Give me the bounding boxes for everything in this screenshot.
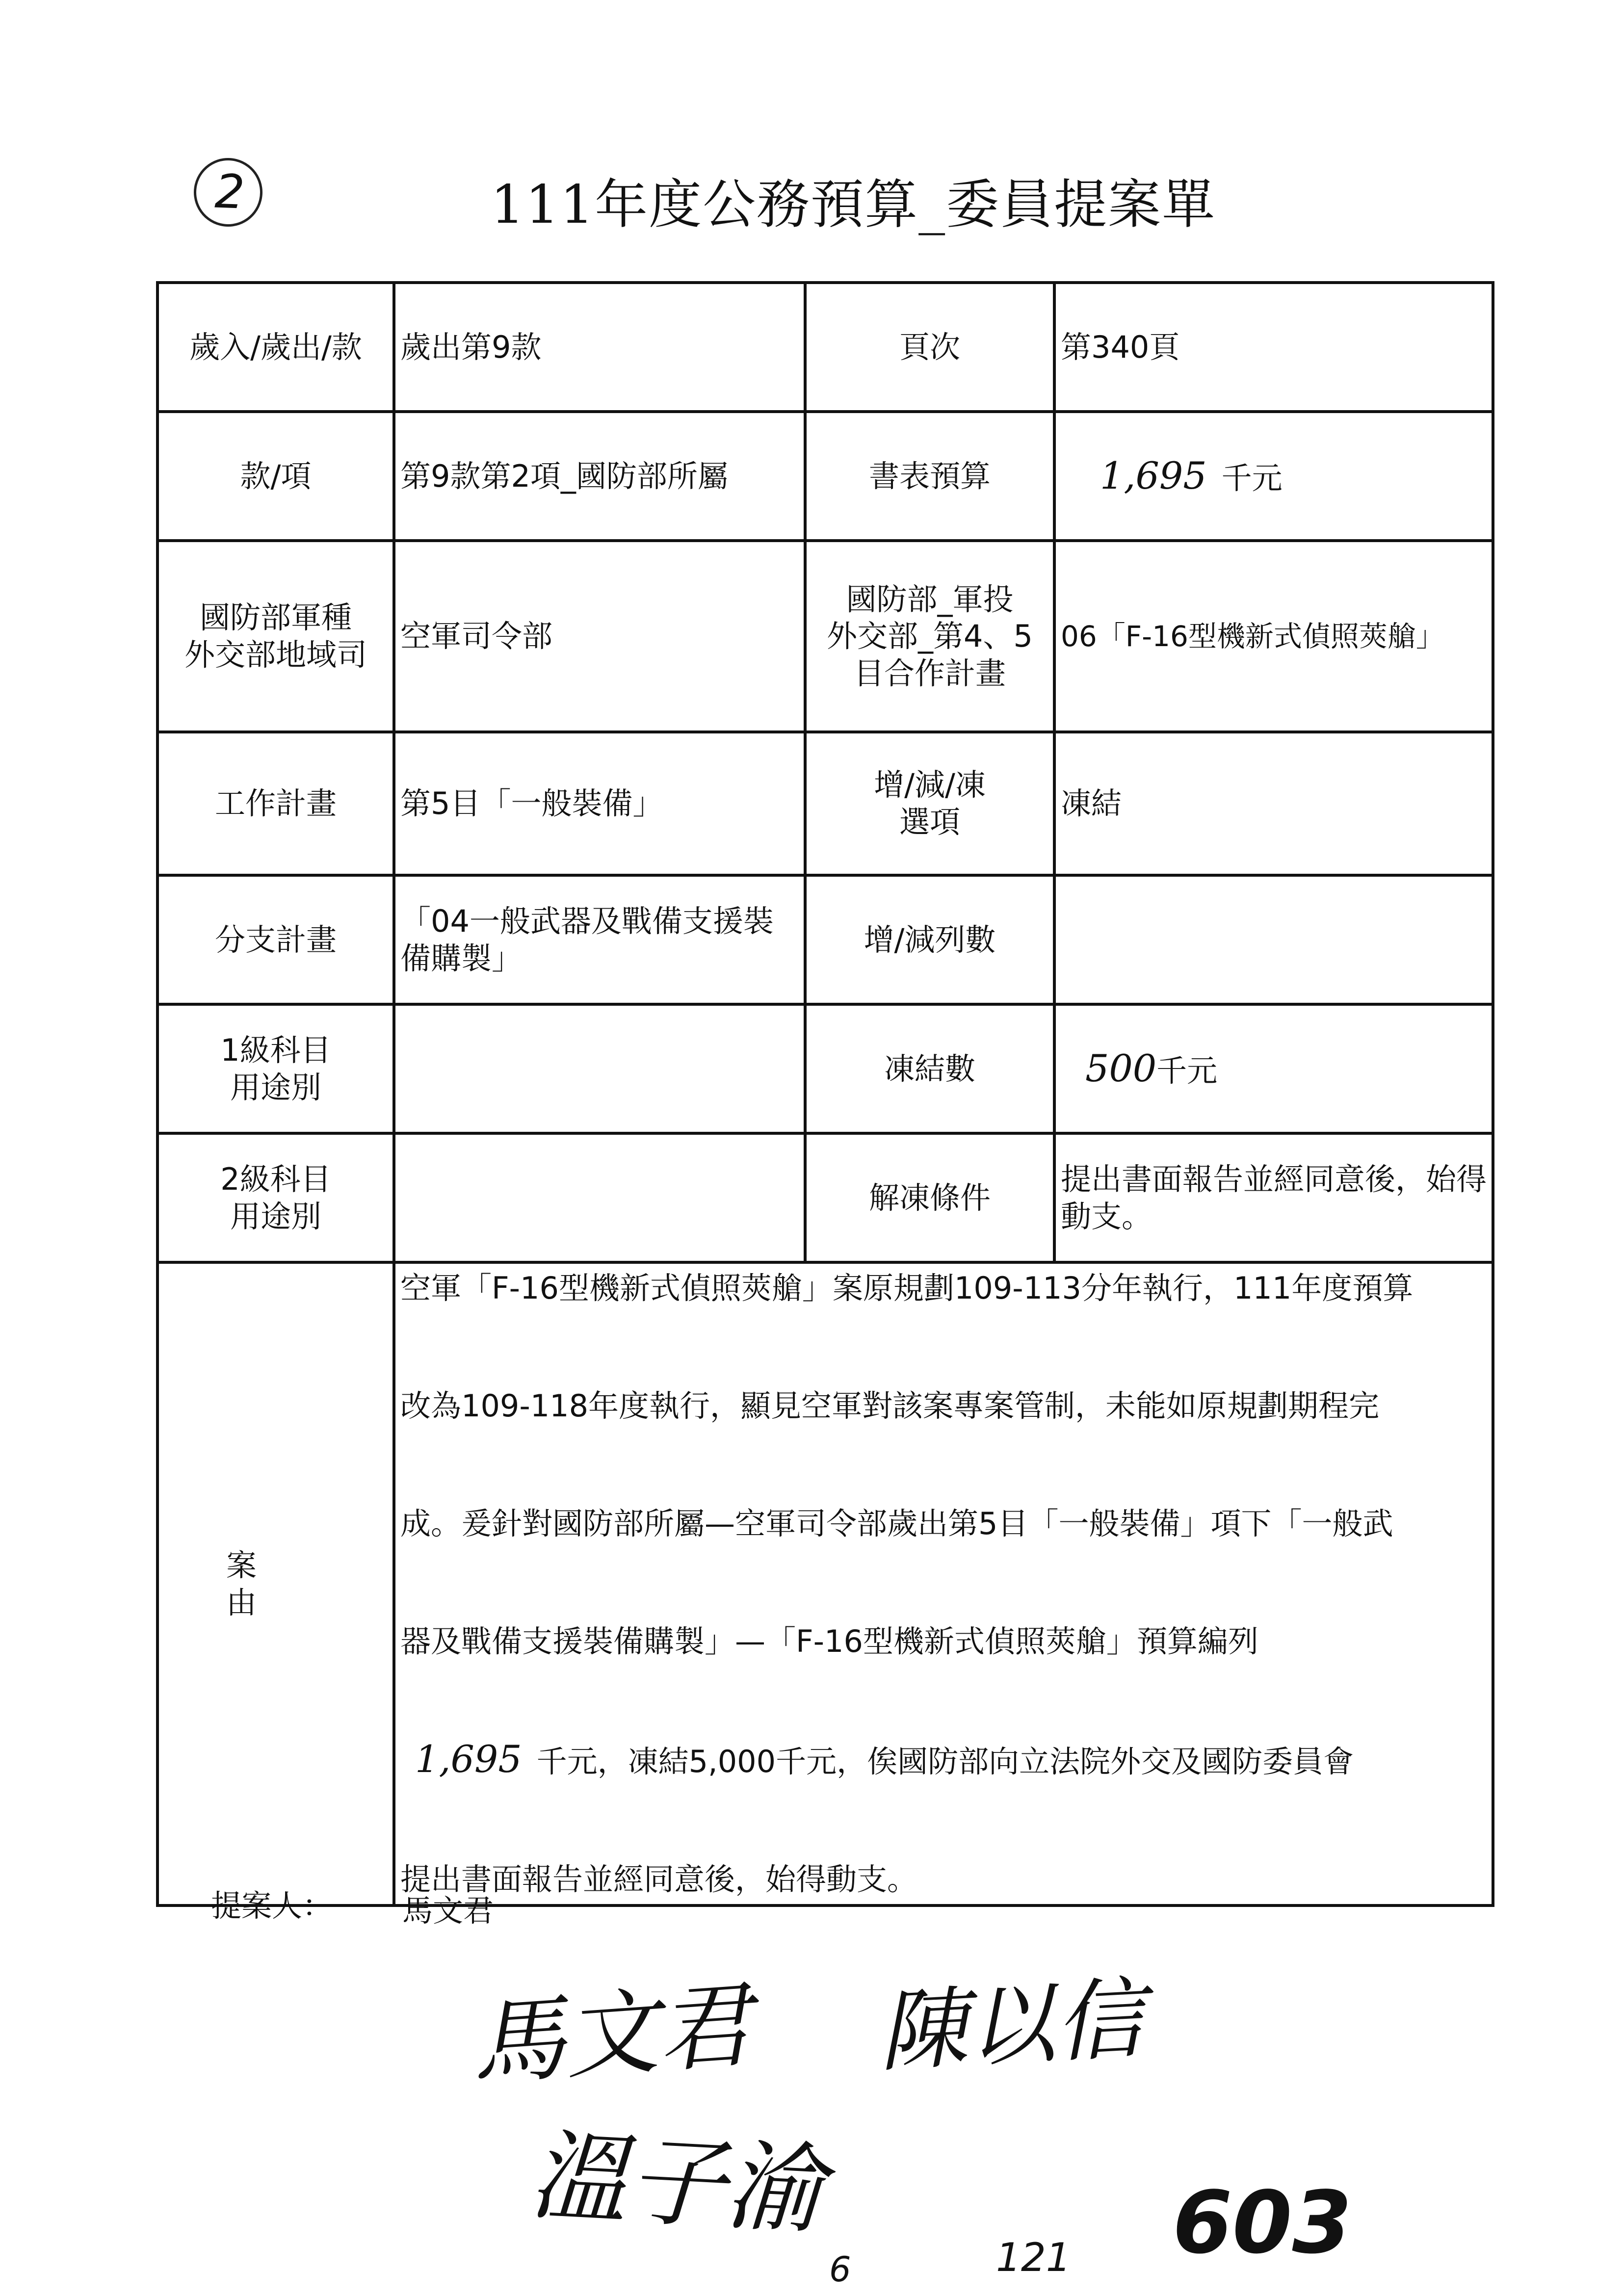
reason-line: 成。爰針對國防部所屬—空軍司令部歲出第5目「一般裝備」項下「一般武 xyxy=(400,1506,1393,1541)
label-cell: 解凍條件 xyxy=(805,1133,1054,1262)
unit-label: 千元 xyxy=(1221,460,1283,496)
value-cell xyxy=(394,1004,805,1133)
reason-line: 器及戰備支援裝備購製」—「F-16型機新式偵照莢艙」預算編列 xyxy=(400,1623,1258,1659)
signature: 溫子渝 xyxy=(526,2118,827,2248)
handwritten-amount: 1,695 xyxy=(415,1737,522,1781)
label-cell: 歲入/歲出/款 xyxy=(157,283,394,412)
label-cell: 國防部_軍投 外交部_第4、5 目合作計畫 xyxy=(805,541,1054,732)
table-row xyxy=(157,541,1493,732)
label-cell: 凍結數 xyxy=(805,1004,1054,1133)
label-cell: 1級科目 用途別 xyxy=(157,1004,394,1133)
value-cell: 第9款第2項_國防部所屬 xyxy=(394,412,805,541)
reason-label: 案 由 xyxy=(157,1262,394,1905)
footer-number: 6 xyxy=(829,2249,851,2290)
label-cell: 工作計畫 xyxy=(157,732,394,875)
label-cell: 國防部軍種 外交部地域司 xyxy=(157,541,394,732)
reason-line: 空軍「F-16型機新式偵照莢艙」案原規劃109-113分年執行，111年度預算 xyxy=(400,1270,1414,1306)
page-number: 603 xyxy=(1173,2173,1352,2273)
label-cell: 分支計畫 xyxy=(157,875,394,1004)
value-cell: 第340頁 xyxy=(1054,283,1493,412)
circled-number-mark: 2 xyxy=(189,154,267,231)
reason-line: 改為109-118年度執行，顯見空軍對該案專案管制，未能如原規劃期程完 xyxy=(400,1388,1380,1424)
handwritten-amount: 500 xyxy=(1085,1046,1157,1091)
proposer-label: 提案人： xyxy=(211,1888,333,1924)
handwritten-amount: 1,695 xyxy=(1100,454,1207,498)
table-row xyxy=(157,1133,1493,1262)
footer-number: 121 xyxy=(996,2235,1071,2280)
value-cell xyxy=(1054,875,1493,1004)
frozen-value-cell xyxy=(1054,1004,1493,1133)
table-row xyxy=(157,1004,1493,1133)
budget-value-cell xyxy=(1054,412,1493,541)
signature: 陳以信 xyxy=(876,1967,1146,2084)
reason-text xyxy=(394,1262,1493,1905)
label-cell: 增/減/凍 選項 xyxy=(805,732,1054,875)
value-cell: 第5目「一般裝備」 xyxy=(394,732,805,875)
value-cell: 歲出第9款 xyxy=(394,283,805,412)
proposer-name: 馬文君 xyxy=(402,1893,494,1929)
signature: 馬文君 xyxy=(468,1971,755,2099)
reason-line-text: 千元，凍結5,000千元，俟國防部向立法院外交及國防委員會 xyxy=(536,1744,1354,1779)
reason-line: 提出書面報告並經同意後，始得動支。 xyxy=(400,1861,918,1897)
reason-line xyxy=(400,1735,1487,1786)
value-cell: 提出書面報告並經同意後，始得動支。 xyxy=(1054,1133,1493,1262)
table-row xyxy=(157,283,1493,412)
label-cell: 增/減列數 xyxy=(805,875,1054,1004)
label-cell: 頁次 xyxy=(805,283,1054,412)
label-cell: 書表預算 xyxy=(805,412,1054,541)
table-row xyxy=(157,875,1493,1004)
table-row xyxy=(157,412,1493,541)
unit-label: 千元 xyxy=(1156,1053,1218,1089)
value-cell: 凍結 xyxy=(1054,732,1493,875)
label-cell: 款/項 xyxy=(157,412,394,541)
table-row xyxy=(157,1262,1493,1905)
table-row xyxy=(157,732,1493,875)
page-title: 111年度公務預算_委員提案單 xyxy=(491,174,1216,235)
proposal-form-table xyxy=(156,281,1494,1907)
value-cell: 06「F-16型機新式偵照莢艙」 xyxy=(1054,541,1493,732)
label-cell: 2級科目 用途別 xyxy=(157,1133,394,1262)
value-cell xyxy=(394,1133,805,1262)
value-cell: 「04一般武器及戰備支援裝備購製」 xyxy=(394,875,805,1004)
value-cell: 空軍司令部 xyxy=(394,541,805,732)
